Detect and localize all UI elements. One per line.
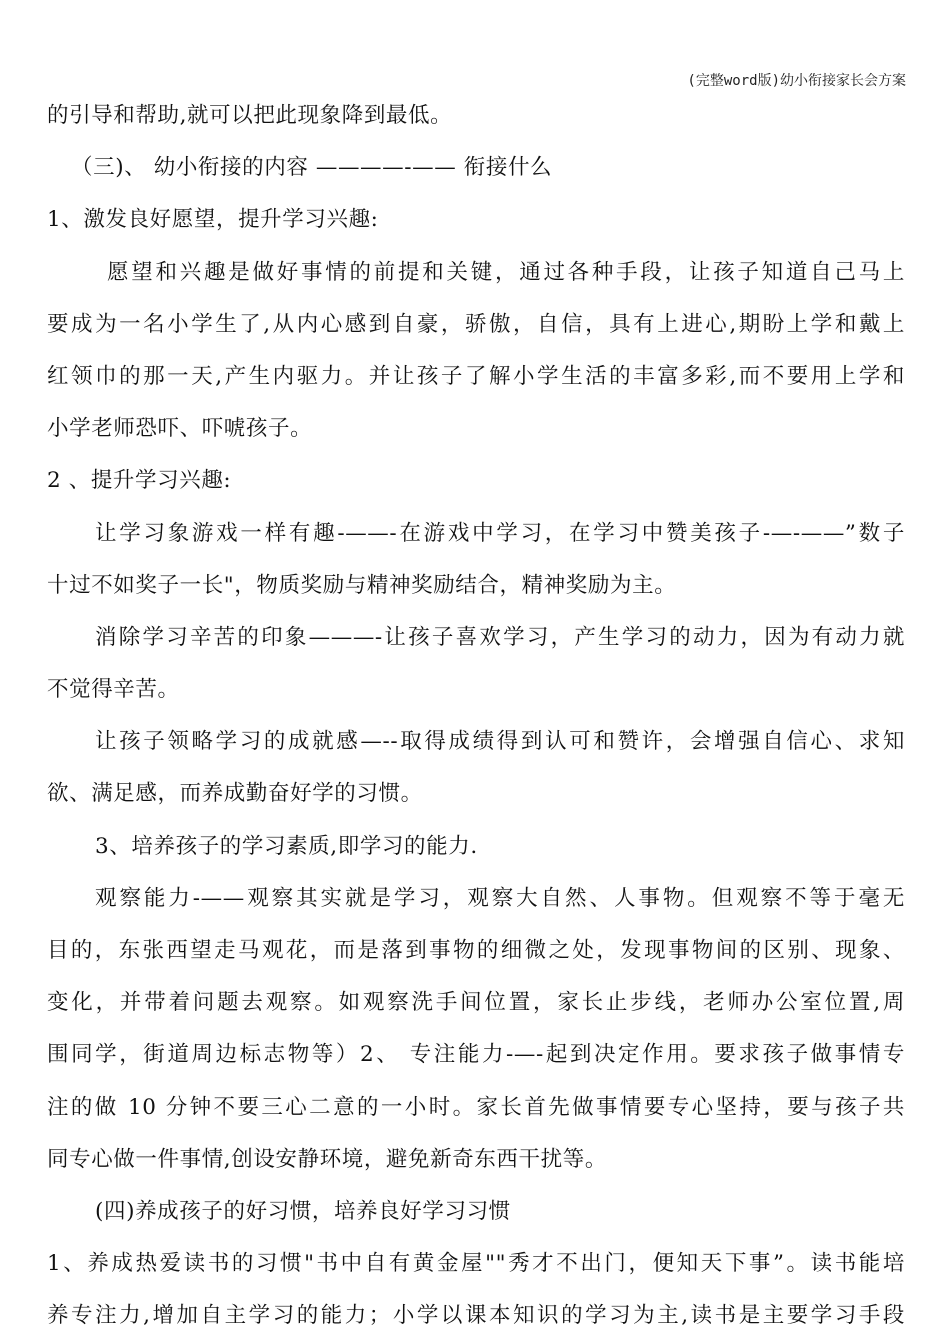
text-line: 让学习象游戏一样有趣-——-在游戏中学习，在学习中赞美孩子-—-——”数子	[95, 520, 905, 546]
text-line: (四)养成孩子的好习惯，培养良好学习习惯	[95, 1198, 511, 1224]
text-line: 红领巾的那一天,产生内驱力。并让孩子了解小学生活的丰富多彩,而不要用上学和	[47, 363, 905, 389]
text-line: 目的，东张西望走马观花，而是落到事物的细微之处，发现事物间的区别、现象、	[47, 938, 905, 963]
text-line: 养专注力,增加自主学习的能力；小学以课本知识的学习为主,读书是主要学习手段	[47, 1303, 905, 1329]
text-line: 围同学，街道周边标志物等）2、 专注能力-—-起到决定作用。要求孩子做事情专	[47, 1042, 905, 1068]
text-line: 的引导和帮助,就可以把此现象降到最低。	[47, 103, 453, 128]
text-line: 注的做 10 分钟不要三心二意的一小时。家长首先做事情要专心坚持，要与孩子共	[47, 1094, 905, 1120]
document-body	[47, 90, 905, 1343]
text-line: 同专心做一件事情,创设安静环境，避免新奇东西干扰等。	[47, 1146, 607, 1172]
text-line: 消除学习辛苦的印象———-让孩子喜欢学习，产生学习的动力，因为有动力就	[95, 624, 905, 650]
text-line: 2 、提升学习兴趣:	[47, 468, 232, 494]
text-line: 观察能力-——观察其实就是学习，观察大自然、人事物。但观察不等于毫无	[95, 885, 905, 911]
text-line: 十过不如奖子一长"，物质奖励与精神奖励结合，精神奖励为主。	[47, 572, 677, 598]
text-line: （三)、 幼小衔接的内容 ————-—— 衔接什么	[71, 155, 553, 181]
text-line: 不觉得辛苦。	[47, 677, 180, 703]
text-line: 愿望和兴趣是做好事情的前提和关键，通过各种手段，让孩子知道自己马上	[107, 259, 905, 285]
text-line: 变化，并带着问题去观察。如观察洗手间位置，家长止步线，老师办公室位置,周	[47, 990, 905, 1016]
text-line: 小学老师恐吓、吓唬孩子。	[47, 416, 313, 442]
text-line: 1、养成热爱读书的习惯"书中自有黄金屋""秀才不出门，便知天下事”。读书能培	[47, 1251, 905, 1277]
text-line: 1、激发良好愿望，提升学习兴趣:	[47, 207, 379, 233]
document-header: (完整word版)幼小衔接家长会方案	[687, 73, 906, 89]
text-line: 3、培养孩子的学习素质,即学习的能力.	[95, 833, 478, 859]
text-line: 欲、满足感，而养成勤奋好学的习惯。	[47, 781, 423, 807]
text-line: 要成为一名小学生了,从内心感到自豪，骄傲，自信，具有上进心,期盼上学和戴上	[47, 311, 905, 337]
text-line: 让孩子领略学习的成就感—--取得成绩得到认可和赞许，会增强自信心、求知	[95, 729, 905, 755]
